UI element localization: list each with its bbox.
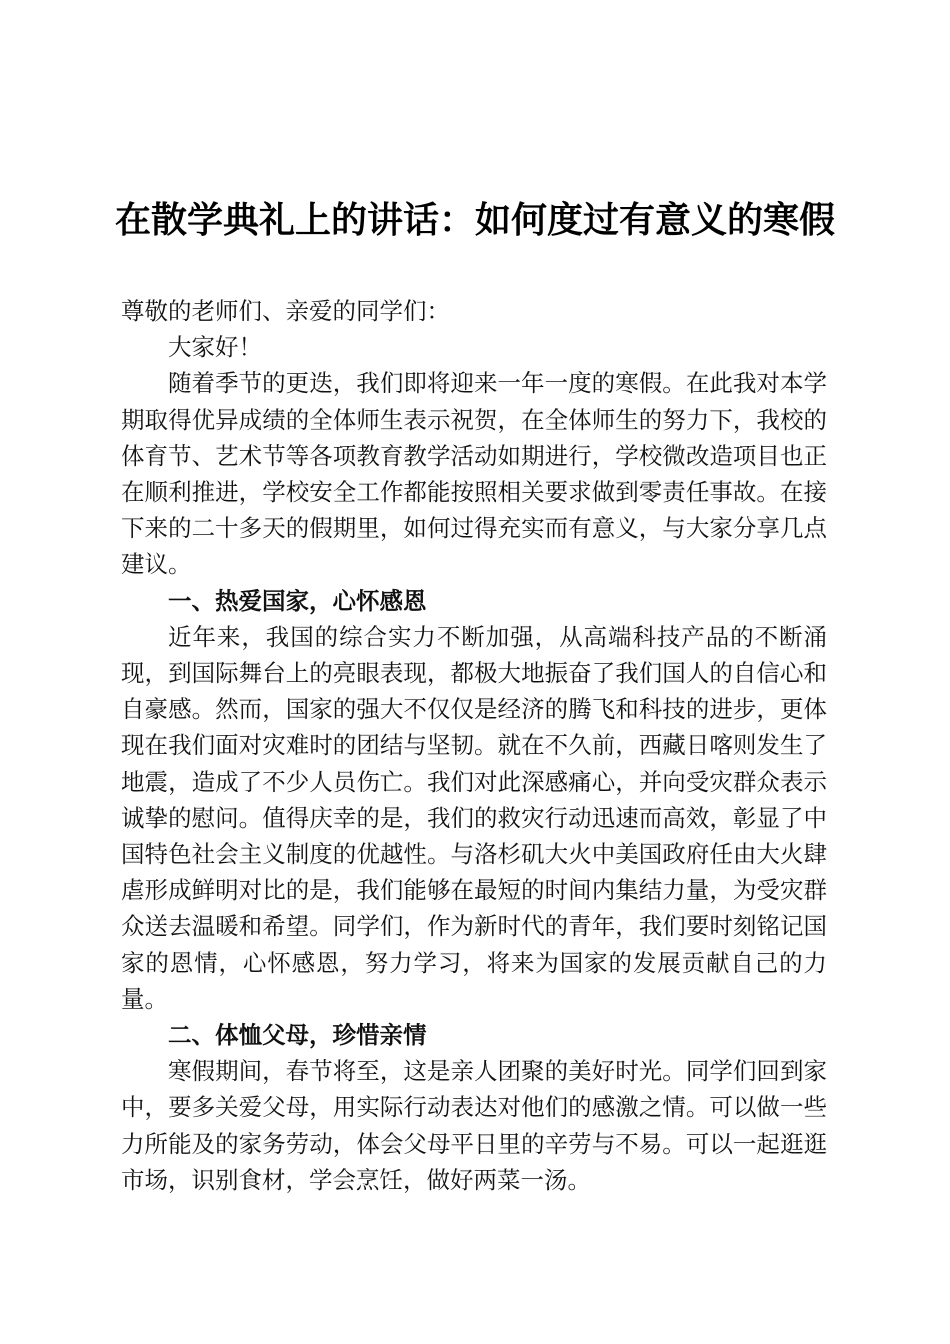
salutation: 尊敬的老师们、亲爱的同学们：	[121, 297, 450, 325]
intro-paragraph: 随着季节的更迭，我们即将迎来一年一度的寒假。在此我对本学期取得优异成绩的全体师生表示祝贺，在全体师生的努力下，我校的体育节、艺术节等各项教育教学活动如期进行，学校微改造项目也正在顺利推进，学校安全工作都能按照相关要求做到零责任事故。在接下来的二十多天的假期里，如何过得充实而有意义，与大家分享几点建议。	[121, 369, 827, 579]
section-paragraph-2: 寒假期间，春节将至，这是亲人团聚的美好时光。同学们回到家中，要多关爱父母，用实际行动表达对他们的感激之情。可以做一些力所能及的家务劳动，体会父母平日里的辛劳与不易。可以一起逛逛市场，识别食材，学会烹饪，做好两菜一汤。	[121, 1057, 827, 1194]
greeting: 大家好！	[168, 333, 262, 362]
section-heading-1: 一、热爱国家，心怀感恩	[168, 586, 427, 615]
document-body	[121, 293, 827, 1198]
section-paragraph-1: 近年来，我国的综合实力不断加强，从高端科技产品的不断涌现，到国际舞台上的亮眼表现，都极大地振奋了我们国人的自信心和自豪感。然而，国家的强大不仅仅是经济的腾飞和科技的进步，更体现在我们面对灾难时的团结与坚韧。就在不久前，西藏日喀则发生了地震，造成了不少人员伤亡。我们对此深感痛心，并向受灾群众表示诚挚的慰问。值得庆幸的是，我们的救灾行动迅速而高效，彰显了中国特色社会主义制度的优越性。与洛杉矶大火中美国政府任由大火肆虐形成鲜明对比的是，我们能够在最短的时间内集结力量，为受灾群众送去温暖和希望。同学们，作为新时代的青年，我们要时刻铭记国家的恩情，心怀感恩，努力学习，将来为国家的发展贡献自己的力量。	[121, 622, 827, 1013]
section-heading-2: 二、体恤父母，珍惜亲情	[168, 1021, 427, 1050]
document-title: 在散学典礼上的讲话：如何度过有意义的寒假	[114, 199, 835, 241]
